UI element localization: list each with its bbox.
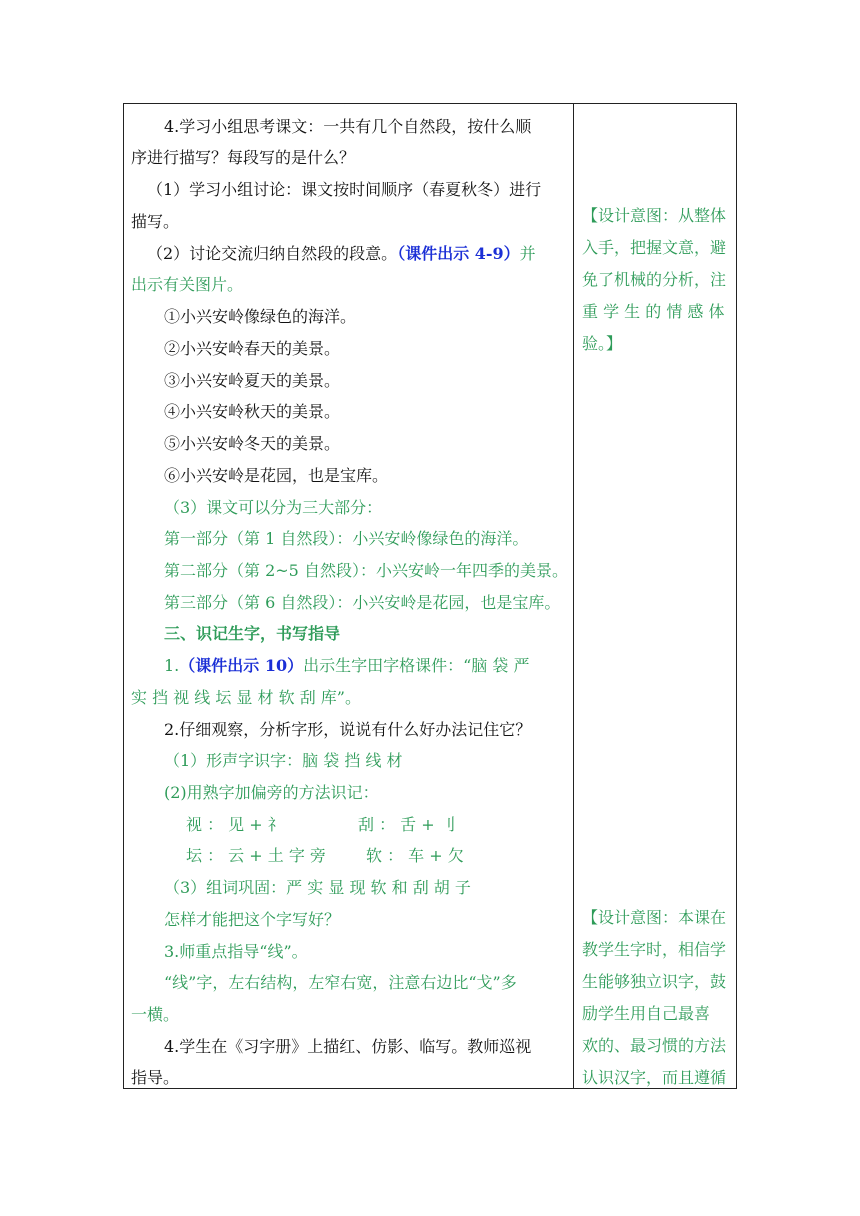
text-line: 3.师重点指导“线”。	[164, 942, 308, 961]
text: 出示生字田字格课件：“脑 袋 严	[303, 656, 530, 675]
text-line: (2)用熟字加偏旁的方法识记：	[164, 783, 379, 802]
paragraph-summary: ③小兴安岭夏天的美景。	[164, 371, 341, 390]
text-line: 2.仔细观察，分析字形，说说有什么好办法记住它？	[164, 720, 532, 739]
text-line: 刮 ： 舌 + 刂	[358, 815, 456, 834]
paragraph-summary: ⑥小兴安岭是花园，也是宝库。	[164, 466, 389, 485]
text-line: 指导。	[131, 1068, 180, 1087]
text-line: 序进行描写？每段写的是什么？	[131, 148, 356, 167]
text: 1.	[164, 656, 180, 675]
text-line: 一横。	[131, 1005, 180, 1024]
note-line: 重 学 生 的 情 感 体	[582, 302, 725, 321]
note-line: 免了机械的分析，注	[582, 270, 727, 289]
text-line	[147, 244, 536, 264]
note-line: 【设计意图：从整体	[582, 206, 727, 225]
note-line: 欢的、最习惯的方法	[582, 1036, 727, 1055]
text-line	[164, 656, 529, 676]
text: （2）讨论交流归纳自然段的段意。	[147, 244, 398, 263]
text-line: 第二部分（第 2~5 自然段）：小兴安岭一年四季的美景。	[164, 561, 568, 580]
text-line: 出示有关图片。	[131, 275, 244, 294]
paragraph-summary: ④小兴安岭秋天的美景。	[164, 402, 341, 421]
text-line: 视 ： 见 + 礻	[186, 815, 284, 834]
text-line: 坛 ： 云 + 土 字 旁	[186, 846, 326, 865]
column-divider	[573, 103, 574, 1089]
text-line: 描写。	[131, 212, 180, 231]
design-intent-note	[582, 200, 732, 360]
note-line: 认识汉字，而且遵循	[582, 1068, 727, 1087]
paragraph-summary: ①小兴安岭像绿色的海洋。	[164, 307, 357, 326]
text-line: 软 ： 车 + 欠	[366, 846, 464, 865]
text-line: （3）组词巩固：严 实 显 现 软 和 刮 胡 子	[164, 878, 471, 897]
note-line: 励学生用自己最喜	[582, 1004, 711, 1023]
text-line: “线”字，左右结构，左窄右宽，注意右边比“戈”多	[164, 973, 517, 992]
note-line: 验。】	[582, 334, 623, 353]
courseware-note: （课件出示 4-9）	[397, 244, 520, 263]
note-line: 生能够独立识字，鼓	[582, 972, 727, 991]
text-line: 4.学生在《习字册》上描红、仿影、临写。教师巡视	[164, 1037, 532, 1056]
paragraph-summary: ⑤小兴安岭冬天的美景。	[164, 434, 341, 453]
text-line: 怎样才能把这个字写好？	[164, 910, 341, 929]
text: 并	[519, 244, 536, 263]
section-heading: 三、识记生字，书写指导	[164, 624, 341, 643]
text-line: 4.学习小组思考课文：一共有几个自然段，按什么顺	[164, 117, 532, 136]
note-line: 【设计意图：本课在	[582, 908, 727, 927]
text-line: （1）形声字识字：脑 袋 挡 线 材	[164, 751, 403, 770]
text-line: 第一部分（第 1 自然段）：小兴安岭像绿色的海洋。	[164, 529, 529, 548]
text-line: （3）课文可以分为三大部分：	[164, 498, 383, 517]
text-line: 第三部分（第 6 自然段）：小兴安岭是花园，也是宝库。	[164, 593, 561, 612]
note-line: 教学生字时，相信学	[582, 940, 727, 959]
courseware-note: （课件出示 10）	[179, 656, 304, 675]
paragraph-summary: ②小兴安岭春天的美景。	[164, 339, 341, 358]
note-line: 入手，把握文意，避	[582, 238, 727, 257]
text-line: （1）学习小组讨论：课文按时间顺序（春夏秋冬）进行	[147, 180, 542, 199]
design-intent-note	[582, 902, 732, 1094]
text-line: 实 挡 视 线 坛 显 材 软 刮 库”。	[131, 688, 361, 707]
